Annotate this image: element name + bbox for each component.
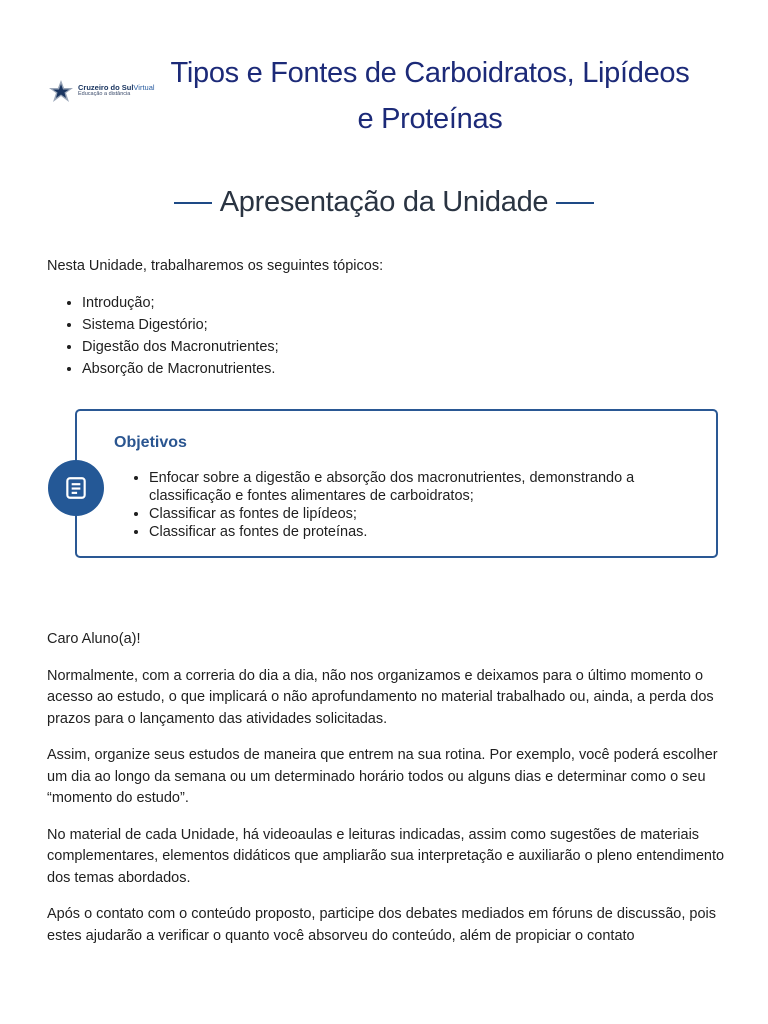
list-item: • Classificar as fontes de proteínas. <box>149 523 709 541</box>
title-line-2: e Proteínas <box>357 103 503 135</box>
logo-brand: Cruzeiro do SulVirtual <box>78 83 155 93</box>
section-dash-right <box>556 202 594 204</box>
paragraph: Caro Aluno(a)! <box>47 631 141 647</box>
star-logo-icon <box>48 80 74 102</box>
section-dash-left <box>174 202 212 204</box>
document-title <box>140 50 720 142</box>
list-item: • Introdução; <box>82 292 279 314</box>
objectives-title: Objetivos <box>114 434 187 451</box>
intro-text: Nesta Unidade, trabalharemos os seguintes tópicos: <box>47 258 384 274</box>
title-line-1: Tipos e Fontes de Carboidratos, Lipídeos <box>170 57 690 89</box>
body-text <box>47 629 727 962</box>
list-item: • Enfocar sobre a digestão e absorção dos macronutrientes, demonstrando a classificação e fontes alimentares de carboidratos; <box>149 469 709 505</box>
list-item: • Sistema Digestório; <box>82 314 279 336</box>
list-item: • Absorção de Macronutrientes. <box>82 358 279 380</box>
paragraph: No material de cada Unidade, há videoaulas e leituras indicadas, assim como sugestões de materiais complementares, elementos didáticos que ampliarão sua interpretação e auxiliarão o pleno entendimento dos temas abordados. <box>47 826 725 886</box>
section-title: Apresentação da Unidade <box>219 186 549 218</box>
document-icon <box>63 475 89 501</box>
objectives-badge <box>48 460 104 516</box>
paragraph: Após o contato com o conteúdo proposto, participe dos debates mediados em fóruns de discussão, pois estes ajudarão a verificar o quanto você absorveu do conteúdo, além de propiciar o contato <box>47 906 717 944</box>
brand-logo <box>48 80 155 102</box>
list-item: • Digestão dos Macronutrientes; <box>82 336 279 358</box>
paragraph: Normalmente, com a correria do dia a dia, não nos organizamos e deixamos para o último momento o acesso ao estudo, o que implicará o não aprofundamento no material trabalhado ou, ainda, a perda dos prazos para o lançamento das atividades solicitadas. <box>47 667 714 727</box>
topics-list <box>47 292 279 380</box>
logo-tagline: Educação a distância <box>78 91 131 98</box>
list-item: • Classificar as fontes de lipídeos; <box>149 505 709 523</box>
paragraph: Assim, organize seus estudos de maneira que entrem na sua rotina. Por exemplo, você poderá escolher um dia ao longo da semana ou um determinado horário todos ou alguns dias e determinar como o seu “momento do estudo”. <box>47 747 718 806</box>
objectives-list <box>114 469 709 541</box>
section-header <box>0 186 768 219</box>
